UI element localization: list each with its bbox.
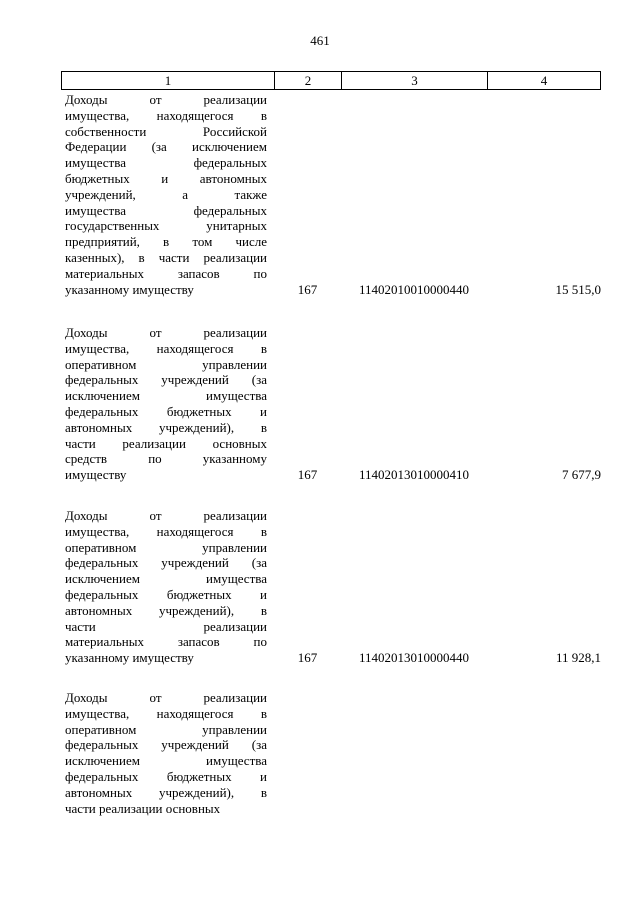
description-line: имуществу	[65, 467, 127, 483]
header-col-2: 2	[275, 72, 342, 89]
description-line: оперативном управлении	[65, 721, 267, 737]
row-description	[65, 508, 267, 666]
description-line: федеральных бюджетных и	[65, 403, 267, 419]
description-line: материальных запасов по	[65, 634, 267, 650]
description-line: федеральных учреждений (за	[65, 737, 267, 753]
description-line: Доходы от реализации	[65, 92, 267, 107]
table-header-row	[61, 71, 601, 90]
description-line: автономных учреждений), в	[65, 419, 267, 435]
description-line: имущества, находящегося в	[65, 107, 267, 123]
description-line: автономных учреждений), в	[65, 784, 267, 800]
description-line: части реализации основных	[65, 800, 221, 816]
description-line: казенных), в части реализации	[65, 249, 267, 265]
row-amount: 11 928,1	[555, 650, 601, 666]
description-line: автономных учреждений), в	[65, 602, 267, 618]
row-code: 167	[297, 467, 318, 483]
table-row	[61, 325, 601, 483]
row-amount: 7 677,9	[562, 467, 601, 483]
description-line: имущества федеральных	[65, 155, 267, 171]
description-line: предприятий, в том числе	[65, 234, 267, 250]
row-kbk: 11402013010000410	[358, 467, 470, 483]
row-code: 167	[297, 650, 318, 666]
description-line: федеральных бюджетных и	[65, 586, 267, 602]
table-row	[61, 690, 601, 816]
row-kbk: 11402010010000440	[358, 281, 470, 297]
description-line: оперативном управлении	[65, 539, 267, 555]
header-col-4: 4	[540, 72, 548, 88]
description-line: имущества федеральных	[65, 202, 267, 218]
table-row	[61, 508, 601, 666]
description-line: учреждений, а также	[65, 186, 267, 202]
description-line: Доходы от реализации	[65, 325, 267, 340]
description-line: материальных запасов по	[65, 265, 267, 281]
description-line: указанному имуществу	[65, 650, 194, 666]
description-line: федеральных учреждений (за	[65, 372, 267, 388]
description-line: Доходы от реализации	[65, 690, 267, 705]
description-line: имущества, находящегося в	[65, 705, 267, 721]
description-line: части реализации	[65, 618, 267, 634]
description-line: исключением имущества	[65, 753, 267, 769]
description-line: исключением имущества	[65, 388, 267, 404]
description-line: оперативном управлении	[65, 356, 267, 372]
description-line: части реализации основных	[65, 435, 267, 451]
description-line: федеральных бюджетных и	[65, 768, 267, 784]
description-line: указанному имуществу	[65, 281, 194, 297]
row-kbk: 11402013010000440	[358, 650, 470, 666]
row-description	[65, 92, 267, 297]
page-number: 461	[310, 33, 330, 48]
description-line: средств по указанному	[65, 451, 267, 467]
table-row	[61, 92, 601, 297]
row-amount: 15 515,0	[555, 281, 601, 297]
description-line: имущества, находящегося в	[65, 340, 267, 356]
row-code: 167	[297, 281, 318, 297]
row-description	[65, 690, 267, 816]
description-line: исключением имущества	[65, 571, 267, 587]
row-description	[65, 325, 267, 483]
description-line: государственных унитарных	[65, 218, 267, 234]
header-col-1: 1	[62, 72, 275, 89]
description-line: Федерации (за исключением	[65, 139, 267, 155]
description-line: имущества, находящегося в	[65, 523, 267, 539]
description-line: собственности Российской	[65, 123, 267, 139]
description-line: Доходы от реализации	[65, 508, 267, 523]
description-line: бюджетных и автономных	[65, 170, 267, 186]
header-col-3: 3	[342, 72, 488, 89]
description-line: федеральных учреждений (за	[65, 555, 267, 571]
